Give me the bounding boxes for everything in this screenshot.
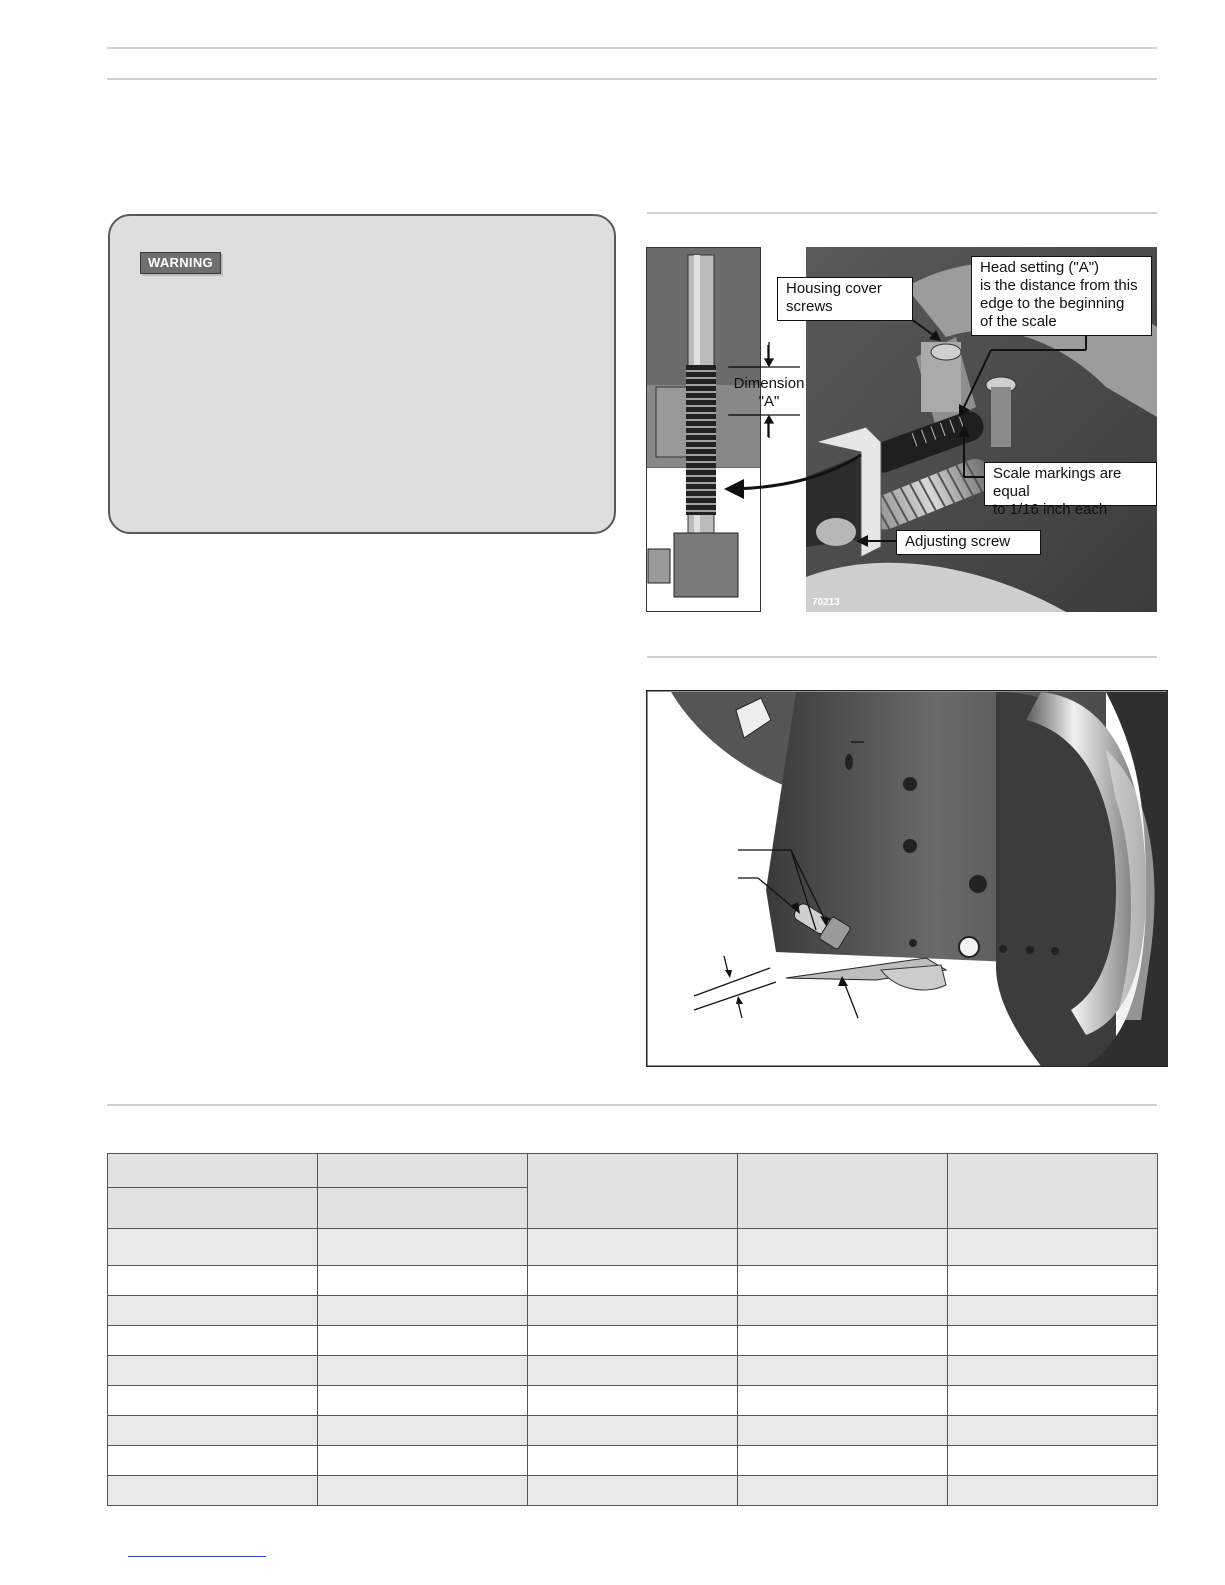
table-row <box>108 1296 1158 1326</box>
spec-table <box>107 1153 1158 1506</box>
table-cell <box>738 1296 948 1326</box>
table-rule <box>107 1104 1157 1106</box>
table-cell <box>318 1266 528 1296</box>
warning-box <box>108 214 616 534</box>
table-cell <box>738 1229 948 1266</box>
table-cell <box>318 1386 528 1416</box>
figure2-rule <box>647 656 1157 658</box>
table-cell <box>318 1296 528 1326</box>
table-cell <box>738 1266 948 1296</box>
table-header-row <box>108 1154 1158 1188</box>
table-cell <box>528 1446 738 1476</box>
table-cell <box>948 1266 1158 1296</box>
figure-number: 70213 <box>812 597 840 608</box>
footer-link[interactable] <box>128 1556 266 1557</box>
table-cell <box>948 1296 1158 1326</box>
table-row <box>108 1266 1158 1296</box>
table-cell <box>948 1326 1158 1356</box>
table-cell <box>948 1446 1158 1476</box>
table-row <box>108 1356 1158 1386</box>
table-cell <box>528 1416 738 1446</box>
table-row <box>108 1229 1158 1266</box>
table-header-cell <box>528 1154 738 1229</box>
table-cell <box>528 1386 738 1416</box>
table-cell <box>528 1229 738 1266</box>
callout-housing-cover: Housing cover screws <box>777 277 913 321</box>
table-cell <box>108 1296 318 1326</box>
dimension-label: Dimension "A" <box>733 375 805 410</box>
table-cell <box>108 1229 318 1266</box>
table-cell <box>318 1476 528 1506</box>
header-rule-top <box>107 47 1157 49</box>
table-cell <box>948 1476 1158 1506</box>
table-row <box>108 1446 1158 1476</box>
table-cell <box>318 1229 528 1266</box>
table-cell <box>948 1386 1158 1416</box>
table-cell <box>318 1356 528 1386</box>
table-header-cell <box>948 1154 1158 1229</box>
scraper-bar-illustration <box>646 690 1168 1067</box>
table-cell <box>738 1326 948 1356</box>
table-cell <box>318 1326 528 1356</box>
table-cell <box>318 1416 528 1446</box>
table-cell <box>108 1326 318 1356</box>
table-cell <box>318 1446 528 1476</box>
table-cell <box>948 1229 1158 1266</box>
table-cell <box>528 1266 738 1296</box>
warning-badge: WARNING <box>140 252 221 274</box>
table-cell <box>108 1446 318 1476</box>
callout-adjusting-screw: Adjusting screw <box>896 530 1041 555</box>
table-cell <box>738 1356 948 1386</box>
table-cell <box>528 1296 738 1326</box>
table-row <box>108 1416 1158 1446</box>
table-header-cell <box>108 1188 318 1229</box>
table-row <box>108 1326 1158 1356</box>
table-row <box>108 1476 1158 1506</box>
table-cell <box>738 1446 948 1476</box>
table-cell <box>738 1476 948 1506</box>
table-cell <box>108 1386 318 1416</box>
header-rule-bottom <box>107 78 1157 80</box>
table-row <box>108 1386 1158 1416</box>
table-cell <box>948 1356 1158 1386</box>
table-cell <box>108 1356 318 1386</box>
table-cell <box>948 1416 1158 1446</box>
callout-head-setting: Head setting ("A") is the distance from this edge to the beginning of the scale <box>971 256 1152 336</box>
table-header-cell <box>318 1188 528 1229</box>
table-header-cell <box>108 1154 318 1188</box>
table-header-cell <box>738 1154 948 1229</box>
table-header-cell <box>318 1154 528 1188</box>
callout-scale-markings: Scale markings are equal to 1/16 inch each <box>984 462 1157 506</box>
table-cell <box>108 1266 318 1296</box>
table-cell <box>528 1326 738 1356</box>
table-cell <box>528 1476 738 1506</box>
table-cell <box>108 1476 318 1506</box>
table-cell <box>108 1416 318 1446</box>
figure1-rule <box>647 212 1157 214</box>
table-cell <box>738 1416 948 1446</box>
table-cell <box>738 1386 948 1416</box>
table-cell <box>528 1356 738 1386</box>
